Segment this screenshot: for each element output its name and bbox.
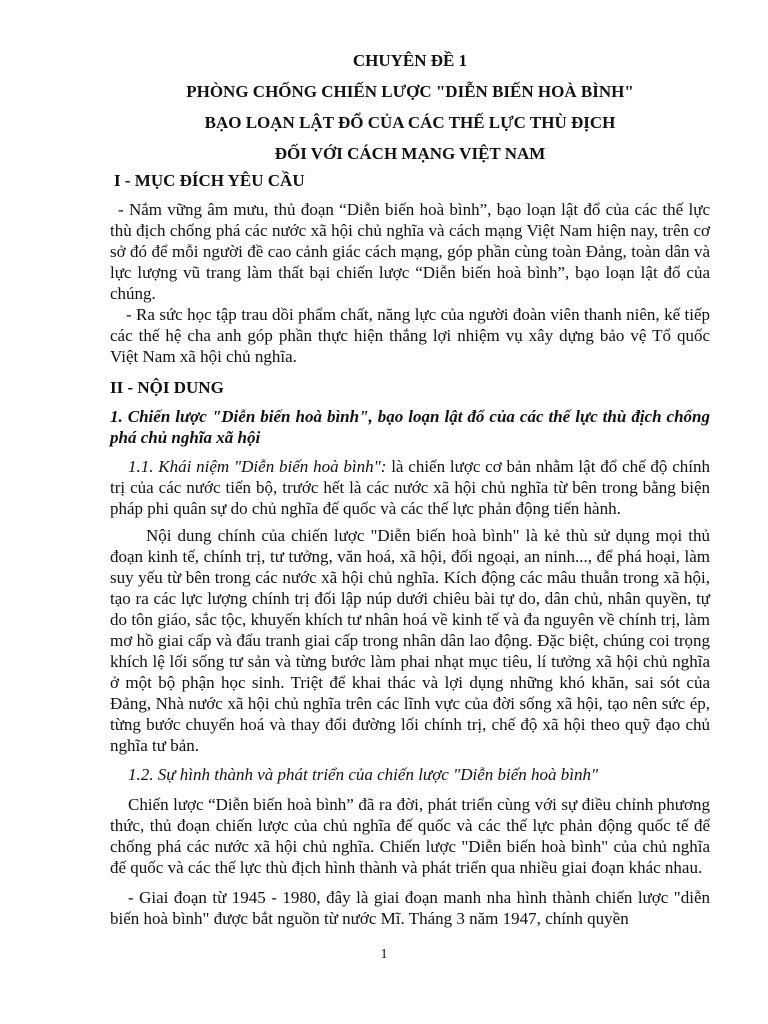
paragraph-purpose-1: - Nắm vững âm mưu, thủ đoạn “Diễn biến hoà bình”, bạo loạn lật đổ của các thế lực thù địch chống phá các nước xã hội chủ nghĩa và cách mạng Việt Nam hiện nay, trên cơ sở đó để mỗi người đề cao cảnh giác cách mạng, góp phần cùng toàn Đảng, toàn dân và lực lượng vũ trang làm thất bại chiến lược “Diễn biến hoà bình”, bạo loạn lật đổ của chúng. [110, 200, 710, 303]
definition-term: 1.1. Khái niệm "Diễn biến hoà bình": [128, 457, 387, 476]
page-number: 1 [380, 947, 388, 962]
section-heading-purpose: I - MỤC ĐÍCH YÊU CẦU [114, 171, 305, 190]
subsection-heading-1-2: 1.2. Sự hình thành và phát triển của chiến lược "Diễn biến hoà bình" [128, 765, 599, 784]
paragraph-phase-1945: - Giai đoạn từ 1945 - 1980, đây là giai đoạn manh nha hình thành chiến lược "diễn biến hoà bình" được bắt nguồn từ nước Mĩ. Tháng 3 năm 1947, chính quyền [110, 888, 710, 928]
subsection-heading-1: 1. Chiến lược "Diễn biến hoà bình", bạo loạn lật đổ của các thế lực thù địch chống phá chủ nghĩa xã hội [110, 407, 710, 447]
paragraph-definition [110, 456, 710, 519]
section-heading-content: II - NỘI DUNG [110, 378, 224, 397]
definition-text: là chiến lược cơ bản nhằm lật đổ chế độ chính trị của các nước tiến bộ, trước hết là các nước xã hội chủ nghĩa từ bên trong bằng biện pháp phi quân sự do chủ nghĩa đế quốc và các thế lực phản động tiến hành. [110, 457, 710, 518]
paragraph-purpose-2: - Ra sức học tập trau dồi phẩm chất, năng lực của người đoàn viên thanh niên, kế tiếp các thế hệ cha anh góp phần thực hiện thắng lợi nhiệm vụ xây dựng bảo vệ Tổ quốc Việt Nam xã hội chủ nghĩa. [110, 305, 710, 366]
paragraph-main-content: Nội dung chính của chiến lược "Diễn biến hoà bình" là kẻ thù sử dụng mọi thủ đoạn kinh tế, chính trị, tư tưởng, văn hoá, xã hội, đối ngoại, an ninh..., để phá hoại, làm suy yếu từ bên trong các nước xã hội chủ nghĩa. Kích động các mâu thuẫn trong xã hội, tạo ra các lực lượng chính trị đối lập núp dưới chiêu bài tự do, dân chủ, nhân quyền, tự do tôn giáo, sắc tộc, khuyến khích tư nhân hoá về kinh tế và đa nguyên về chính trị, làm mơ hồ giai cấp và đấu tranh giai cấp trong nhân dân lao động. Đặc biệt, chúng coi trọng khích lệ lối sống tư sản và từng bước làm phai nhạt mục tiêu, lí tưởng xã hội chủ nghĩa ở một bộ phận học sinh. Triệt để khai thác và lợi dụng những khó khăn, sai sót của Đảng, Nhà nước xã hội chủ nghĩa trên các lĩnh vực của đời sống xã hội, tạo nên sức ép, từng bước chuyển hoá và thay đổi đường lối chính trị, chế độ xã hội theo quỹ đạo chủ nghĩa tư bản. [110, 526, 710, 755]
topic-title-line-1: PHÒNG CHỐNG CHIẾN LƯỢC "DIỄN BIẾN HOÀ BÌNH" [186, 82, 634, 101]
topic-title-line-3: ĐỐI VỚI CÁCH MẠNG VIỆT NAM [274, 144, 546, 163]
chapter-title: CHUYÊN ĐỀ 1 [352, 51, 468, 70]
topic-title-line-2: BẠO LOẠN LẬT ĐỔ CỦA CÁC THẾ LỰC THÙ ĐỊCH [204, 113, 616, 132]
paragraph-formation: Chiến lược “Diễn biến hoà bình” đã ra đời, phát triển cùng với sự điều chỉnh phương thức, thủ đoạn chiến lược của chủ nghĩa đế quốc và các thế lực phản động quốc tế để chống phá các nước xã hội chủ nghĩa. Chiến lược "Diễn biến hoà bình" của chủ nghĩa đế quốc và các thế lực thù địch hình thành và phát triển qua nhiều giai đoạn khác nhau. [110, 795, 710, 877]
